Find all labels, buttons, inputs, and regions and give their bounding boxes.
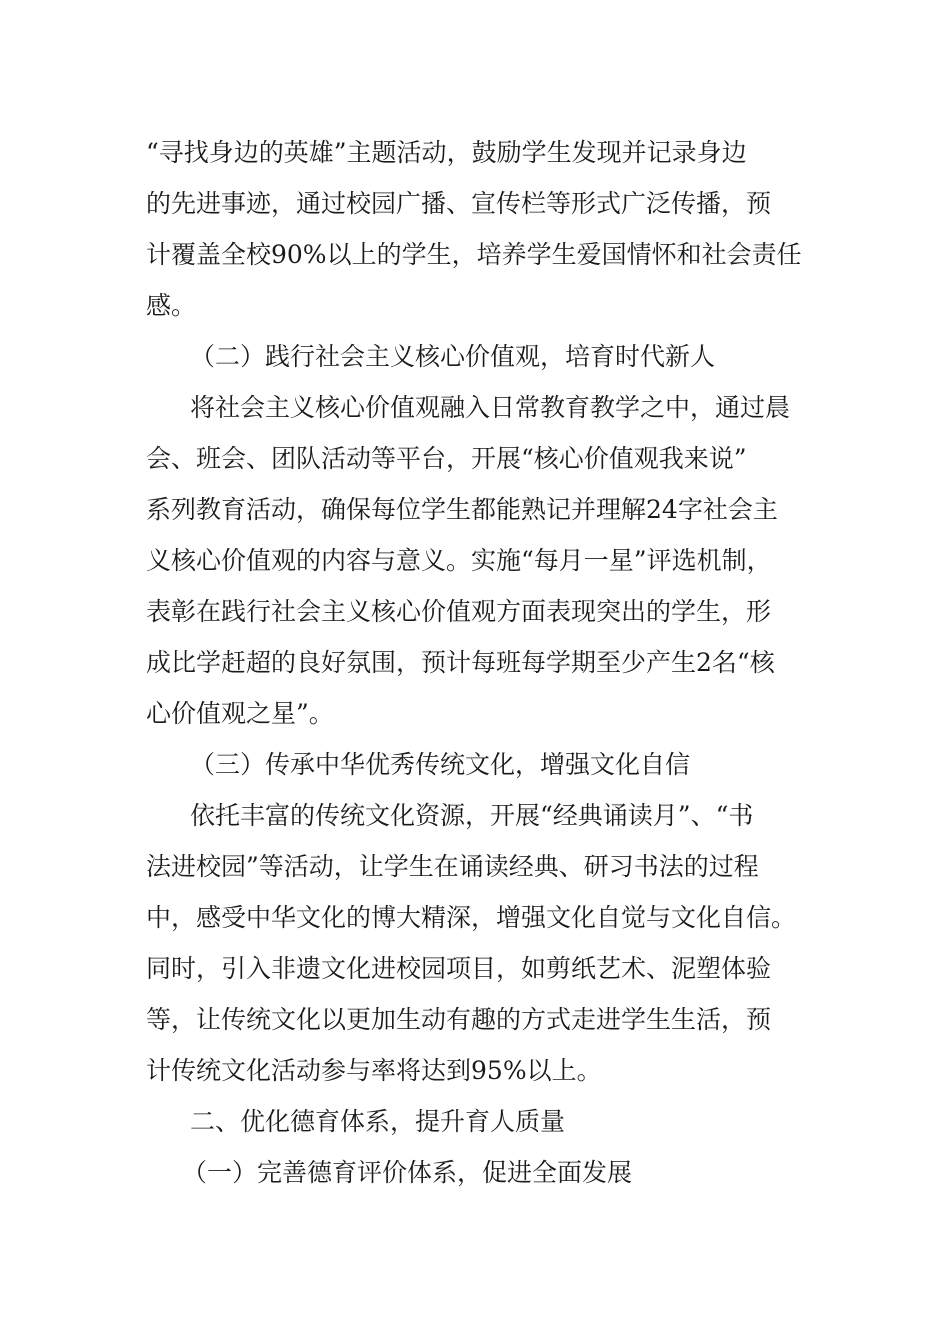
paragraph-line: 法进校园”等活动，让学生在诵读经典、研习书法的过程 bbox=[146, 852, 759, 881]
paragraph-line: 成比学赶超的良好氛围，预计每班每学期至少产生2名“核 bbox=[146, 648, 775, 677]
section-heading: （二）践行社会主义核心价值观，培育时代新人 bbox=[190, 342, 716, 371]
paragraph-line: 同时，引入非遗文化进校园项目，如剪纸艺术、泥塑体验 bbox=[146, 954, 772, 983]
paragraph-line: 义核心价值观的内容与意义。实施“每月一星”评选机制， bbox=[146, 546, 772, 575]
paragraph-line: 将社会主义核心价值观融入日常教育教学之中，通过晨 bbox=[190, 393, 791, 422]
section-heading: （一）完善德育评价体系，促进全面发展 bbox=[182, 1158, 633, 1187]
chapter-heading: 二、优化德育体系，提升育人质量 bbox=[190, 1107, 566, 1136]
paragraph-line: 表彰在践行社会主义核心价值观方面表现突出的学生，形 bbox=[146, 597, 772, 626]
paragraph-line: 中，感受中华文化的博大精深，增强文化自觉与文化自信。 bbox=[146, 903, 797, 932]
section-heading: （三）传承中华优秀传统文化，增强文化自信 bbox=[190, 750, 691, 779]
paragraph-line: 的先进事迹，通过校园广播、宣传栏等形式广泛传播，预 bbox=[146, 189, 772, 218]
paragraph-line: “寻找身边的英雄”主题活动，鼓励学生发现并记录身边 bbox=[146, 138, 747, 167]
paragraph-line: 等，让传统文化以更加生动有趣的方式走进学生生活，预 bbox=[146, 1005, 772, 1034]
document-body bbox=[146, 127, 816, 1198]
paragraph-line: 会、班会、团队活动等平台，开展“核心价值观我来说” bbox=[146, 444, 747, 473]
paragraph-line: 感。 bbox=[146, 291, 197, 320]
paragraph-line: 系列教育活动，确保每位学生都能熟记并理解24字社会主 bbox=[146, 495, 778, 524]
paragraph-line: 计覆盖全校90%以上的学生，培养学生爱国情怀和社会责任 bbox=[146, 240, 802, 269]
paragraph-line: 依托丰富的传统文化资源，开展“经典诵读月”、“书 bbox=[190, 801, 754, 830]
paragraph-line: 计传统文化活动参与率将达到95%以上。 bbox=[146, 1056, 602, 1085]
paragraph-line: 心价值观之星”。 bbox=[146, 699, 334, 728]
